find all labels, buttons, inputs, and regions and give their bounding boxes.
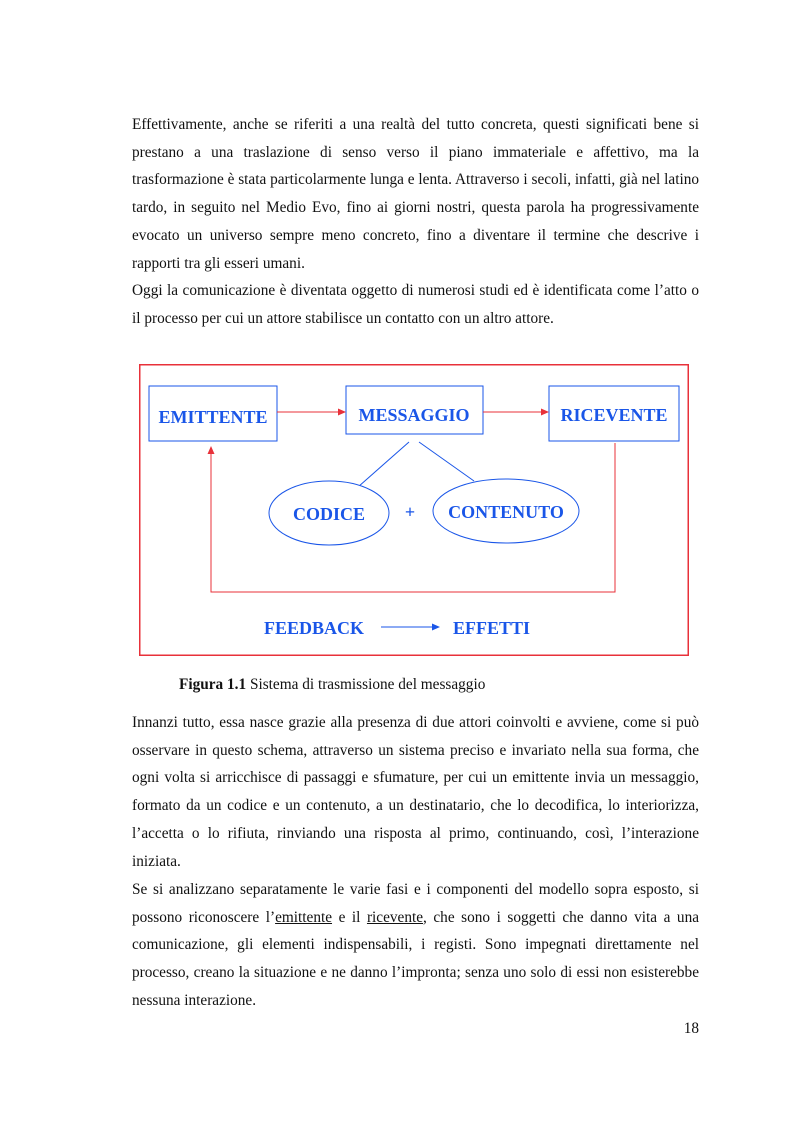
paragraph-4 [132,876,699,1015]
messaggio-label: MESSAGGIO [358,405,470,425]
connector-codice [358,442,409,487]
paragraph-2: Oggi la comunicazione è diventata oggetto di numerosi studi ed è identificata come l’atto o il processo per cui un attore stabilisce un contatto con un altro attore. [132,282,699,327]
page-number: 18 [683,1020,699,1037]
codice-label: CODICE [292,504,366,524]
term-ricevente: ricevente [366,908,424,926]
plus-sign: + [404,502,416,522]
paragraph-4-part3: , che sono i soggetti che danno vita a una comunicazione, gli elementi indispensabili, i registi. Sono impegnati direttamente nel processo, creano la situazione e ne danno l’impronta; senza uno solo di essi non esisterebbe nessuna interazione. [132,908,700,1009]
paragraph-1: Effettivamente, anche se riferiti a una realtà del tutto concreta, questi significati bene si prestano a una traslazione di senso verso il piano immateriale e affettivo, ma la trasformazione è stata particolarmente lunga e lenta. Attraverso i secoli, infatti, già nel latino tardo, in seguito nel Medio Evo, fino ai giorni nostri, questa parola ha progressivamente evocato un universo sempre meno concreto, fino a diventare il termine che descrive i rapporti tra gli esseri umani. [132,116,699,272]
connector-contenuto [419,442,474,481]
communication-diagram [139,364,689,656]
contenuto-label: CONTENUTO [448,502,564,522]
emittente-label: EMITTENTE [158,407,268,427]
paragraph-4-part2: e il [332,908,367,926]
ricevente-label: RICEVENTE [560,405,668,425]
paragraph-3: Innanzi tutto, essa nasce grazie alla presenza di due attori coinvolti e avviene, come si può osservare in questo schema, attraverso un sistema preciso e invariato nella sua forma, che ogni volta si arricchisce di passaggi e sfumature, per cui un emittente invia un messaggio, formato da un codice e un contenuto, a un destinatario, che lo decodifica, lo interiorizza, l’accetta o lo rifiuta, rinviando una risposta al primo, continuando, così, l’interazione iniziata. [132,714,699,870]
paragraph-4-part1: Se si analizzano separatamente le varie fasi e i componenti del modello sopra esposto, si possono riconoscere l’ [132,881,699,926]
term-emittente: emittente [275,908,333,926]
feedback-label: FEEDBACK [264,618,365,638]
effetti-label: EFFETTI [453,618,531,638]
figure-number: Figura 1.1 [179,676,247,693]
figure-caption [179,675,485,695]
figure-caption-text: Sistema di trasmissione del messaggio [246,676,486,693]
